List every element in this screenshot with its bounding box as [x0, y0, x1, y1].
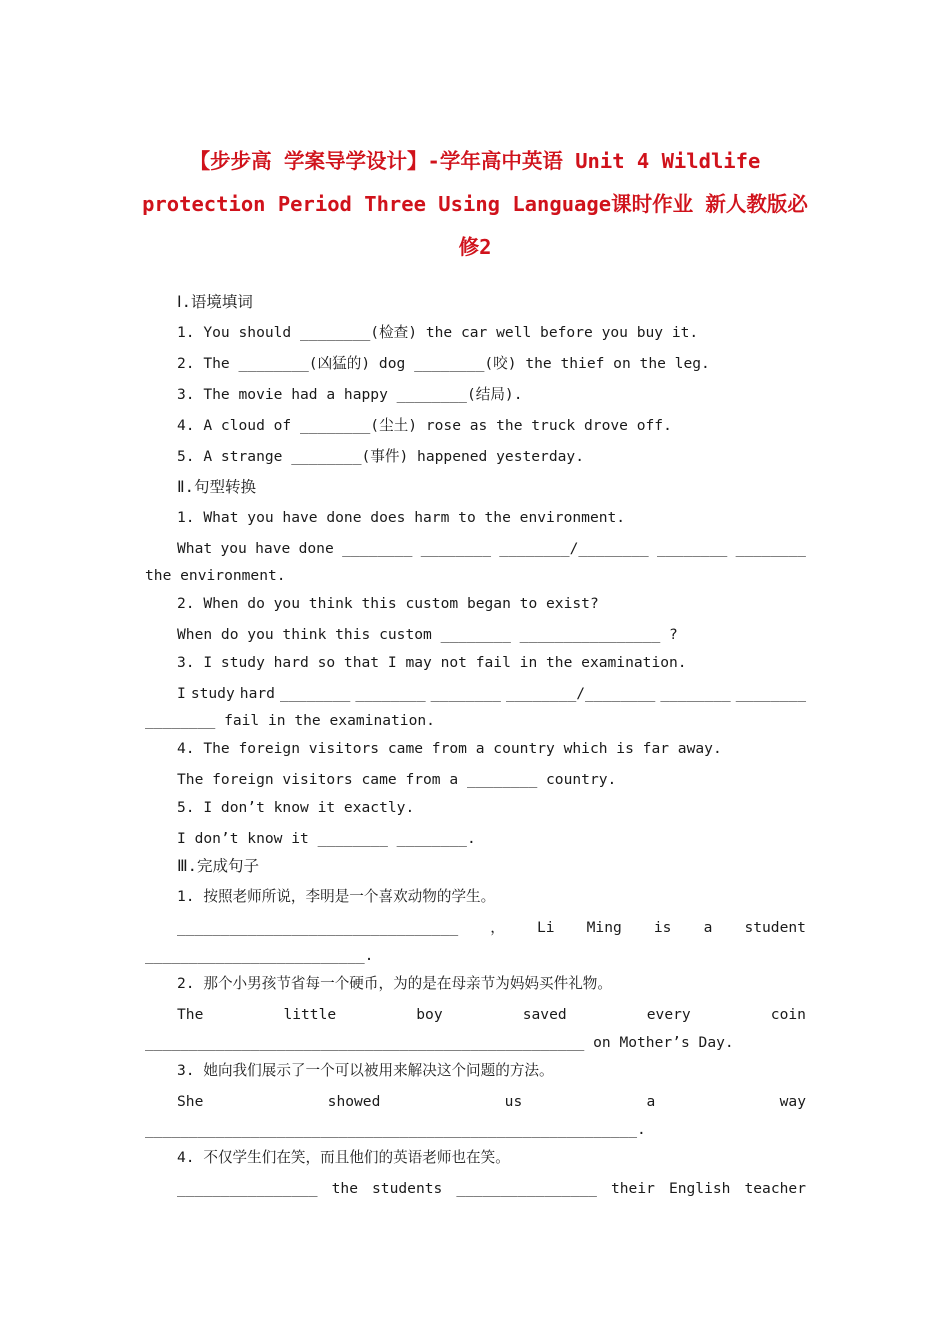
blank: ________: [735, 685, 806, 702]
word: done: [298, 540, 334, 557]
s2-answer-1-continued: the environment.: [145, 567, 286, 584]
s2-answer-5: I don’t know it ________ ________.: [177, 830, 476, 847]
s2-question-4: 4. The foreign visitors came from a country which is far away.: [177, 740, 722, 757]
word: What: [177, 540, 213, 557]
blank: ________: [735, 540, 806, 557]
blank: ________/________: [505, 685, 656, 702]
s2-answer-3-continued: ________ fail in the examination.: [145, 712, 435, 729]
s2-question-1: 1. What you have done does harm to the environment.: [177, 509, 626, 526]
s3-question-2: 2. 那个小男孩节省每一个硬币，为的是在母亲节为妈妈买件礼物。: [177, 975, 612, 992]
section-1-heading: Ⅰ.语境填词: [177, 293, 253, 311]
s3-answer-1: [177, 918, 806, 938]
s1-item-1: 1. You should ________(检查) the car well before you buy it.: [177, 324, 699, 341]
word: have: [255, 540, 291, 557]
word: I: [177, 685, 186, 702]
word: study: [190, 685, 235, 702]
blank: ________________: [177, 1180, 318, 1197]
s3-question-1: 1. 按照老师所说，李明是一个喜欢动物的学生。: [177, 888, 496, 905]
word: us: [504, 1093, 523, 1110]
word: She: [177, 1093, 204, 1110]
s2-answer-3: [177, 684, 806, 704]
blank: ________: [430, 685, 501, 702]
word: their: [610, 1180, 655, 1197]
document-title: [120, 140, 830, 269]
word: a: [646, 1093, 656, 1110]
blank: ________: [342, 540, 413, 557]
title-line-1: 【步步高 学案导学设计】-学年高中英语 Unit 4 Wildlife: [189, 149, 761, 173]
s3-question-4: 4. 不仅学生们在笑，而且他们的英语老师也在笑。: [177, 1149, 510, 1166]
s2-answer-1: [177, 539, 806, 559]
word: little: [283, 1006, 337, 1023]
blank: ________________: [456, 1180, 597, 1197]
s3-answer-3: [177, 1092, 806, 1112]
word: way: [779, 1093, 806, 1110]
s1-item-5: 5. A strange ________(事件) happened yesterday.: [177, 448, 584, 465]
word: hard: [239, 685, 275, 702]
section-3-heading: Ⅲ.完成句子: [177, 857, 260, 875]
blank: ________: [656, 540, 728, 557]
word: boy: [416, 1006, 443, 1023]
word: you: [220, 540, 247, 557]
blank: ________: [660, 685, 731, 702]
word: ，: [490, 919, 505, 936]
word: is: [653, 919, 672, 936]
s3-answer-2: [177, 1005, 806, 1025]
s1-item-3: 3. The movie had a happy ________(结局).: [177, 386, 523, 403]
s2-question-3: 3. I study hard so that I may not fail in the examination.: [177, 654, 687, 671]
word: student: [744, 919, 806, 936]
word: saved: [522, 1006, 567, 1023]
s2-answer-2: When do you think this custom ________ ________________ ?: [177, 626, 678, 643]
s3-answer-2-continued: __________________________________________________ on Mother’s Day.: [145, 1034, 734, 1051]
word: English: [668, 1180, 731, 1197]
word: coin: [770, 1006, 806, 1023]
blank: ________/________: [499, 540, 649, 557]
s1-item-4: 4. A cloud of ________(尘土) rose as the truck drove off.: [177, 417, 672, 434]
s3-answer-1-continued: _________________________.: [145, 947, 374, 964]
blank: ________: [420, 540, 491, 557]
section-2-heading: Ⅱ.句型转换: [177, 478, 256, 496]
word: every: [646, 1006, 691, 1023]
s3-question-3: 3. 她向我们展示了一个可以被用来解决这个问题的方法。: [177, 1062, 554, 1079]
blank: ________: [279, 685, 351, 702]
word: The: [177, 1006, 204, 1023]
word: Ming: [586, 919, 622, 936]
s1-item-2: 2. The ________(凶猛的) dog ________(咬) the thief on the leg.: [177, 355, 710, 372]
word: the: [331, 1180, 358, 1197]
word: showed: [327, 1093, 381, 1110]
title-line-3: 修2: [458, 235, 492, 259]
word: a: [703, 919, 713, 936]
word: Li: [536, 919, 555, 936]
title-line-2: protection Period Three Using Language课时作业 新人教版必: [142, 192, 808, 216]
word: students: [372, 1180, 443, 1197]
s2-question-2: 2. When do you think this custom began to exist?: [177, 595, 599, 612]
blank: ________________________________: [177, 919, 459, 936]
s2-question-5: 5. I don’t know it exactly.: [177, 799, 415, 816]
s3-answer-4: [177, 1179, 806, 1199]
blank: ________: [355, 685, 426, 702]
s3-answer-3-continued: ________________________________________________________.: [145, 1121, 646, 1138]
s2-answer-4: The foreign visitors came from a ________ country.: [177, 771, 617, 788]
word: teacher: [744, 1180, 806, 1197]
